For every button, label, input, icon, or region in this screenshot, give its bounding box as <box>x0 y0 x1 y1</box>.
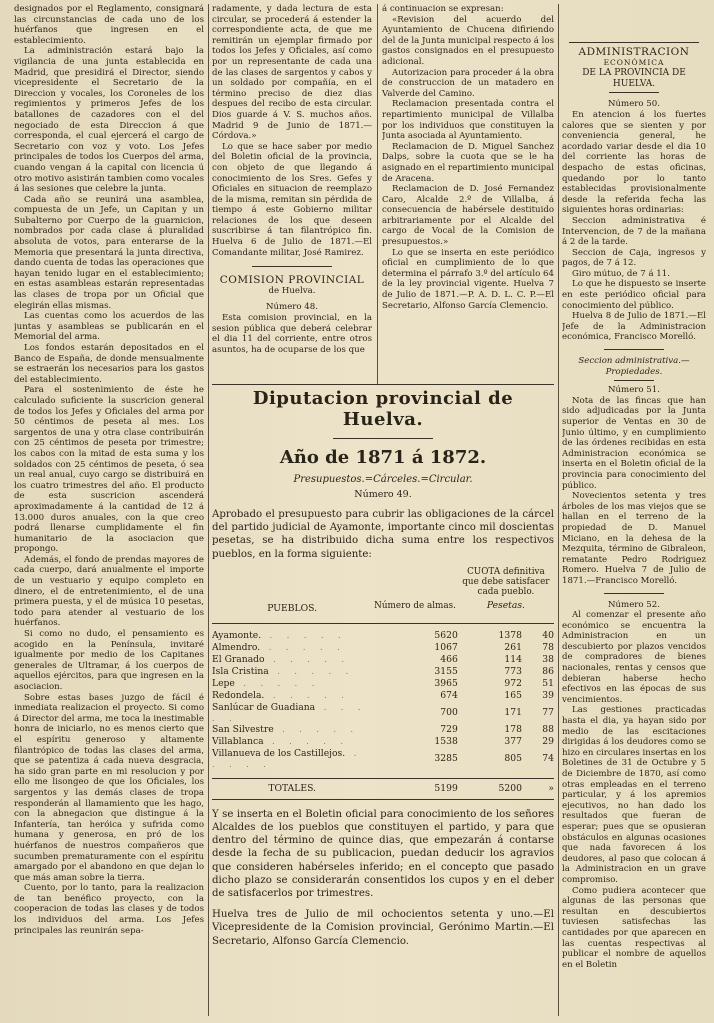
pesetas-value: 1378 <box>498 630 522 642</box>
comision-subheading: de Huelva. <box>268 285 316 296</box>
admin-para: Lo que he dispuesto se inserte en este periódico oficial para conocimiento del público. <box>562 279 706 311</box>
table-row <box>212 654 554 666</box>
diputacion-subtitle: Presupuestos.=Cárceles.=Circular. <box>293 474 473 485</box>
col3-paragraph: Reclamacion presentada contra el repartimiento municipal de Villalba por los individuos que constituyen la Junta asociada al Ayuntamiento. <box>382 99 554 142</box>
col-cuota-header: CUOTA definitiva que debe satisfacer cada pueblo. <box>462 566 550 597</box>
almas-value: 5620 <box>434 630 458 642</box>
col1-paragraph: Para el sostenimiento de éste he calculado suficiente la suscricion general de todos los Jefes y Oficiales del arma por 50 céntimos de peseta al mes. Los sargentos de una y otra clase contribuirán con 25 céntimos de peseta por trimestre; los cabos con la mitad de esta suma y los soldados con 25 céntimos de peseta, ó sea un real anual, cuyo cargo se distribuirá en los cuatro trimestres del año. El producto de esta suscricion ascenderá aproximadamente á la cantidad de 12 á 13.000 duros anuales, con la que creo podrá llenarse cumplidamente el fin humanitario de la asociacion que propongo. <box>14 385 204 555</box>
table-row <box>212 702 554 724</box>
centimos-value: 77 <box>542 707 554 719</box>
col1-paragraph: Cada año se reunirá una asamblea, compuesta de un Jefe, un Capitan y un Subalterno por Cuerpo de la guarnicion, nombrados por cada clase á pluralidad absoluta de votos, para enterarse de la Memoria que presentará la junta directiva, dando cuenta de todas las operaciones que hayan tenido lugar en el establecimiento; en estas asambleas estarán representadas las clases de tropa por un Oficial que elegirán ellas mismas. <box>14 194 204 311</box>
column-2 <box>212 4 372 384</box>
dot-leader: . . . . . <box>260 643 346 653</box>
centimos-value: 74 <box>542 753 554 765</box>
centimos-value: 40 <box>542 630 554 642</box>
totals-cent: » <box>548 783 554 795</box>
pesetas-value: 178 <box>504 724 522 736</box>
column-3 <box>382 4 554 384</box>
pueblo-name: Isla Cristina . . . . . <box>212 666 355 678</box>
admin-number-51: Número 51. <box>608 385 660 396</box>
diputacion-signature: Huelva tres de Julio de mil ochocientos setenta y uno.—El Vicepresidente de la Comision provincial, Gerónimo Martin.—El Secretario, Alfonso García Clemencio. <box>212 909 554 947</box>
table-row <box>212 690 554 702</box>
pueblo-name: Redondela. . . . . . <box>212 690 350 702</box>
pueblo-name: Sanlúcar de Guadiana . . . . . <box>212 701 367 723</box>
pueblo-name: El Granado . . . . . <box>212 654 351 666</box>
col3-paragraph: Reclamacion de D. José Fernandez Caro, Alcalde 2.º de Villalba, á consecuencia de habérsele destituido arbitrariamente por el Alcalde del cargo de Vocal de la Comision de presupuestos.» <box>382 184 554 248</box>
admin-para: Seccion administrativa é Intervencion, de 7 de la mañana á 2 de la tarde. <box>562 215 706 248</box>
table-row <box>212 666 554 678</box>
pesetas-value: 165 <box>504 690 522 702</box>
diputacion-closing: Y se inserta en el Boletin oficial para conocimiento de los señores Alcaldes de los pueblos que constituyen el partido, y para que dentro del término de quince dias, que empezarán á contarse desde la fecha de su publicacion, puedan deducir los agravios que consideren habérseles inferido; en el concepto que pasado dicho plazo se considerarán consentidos los cupos y en el deber de satisfacerlos por trimestres. <box>212 808 554 900</box>
pesetas-value: 972 <box>504 678 522 690</box>
col-pueblos-header: PUEBLOS. <box>267 603 318 615</box>
pesetas-value: 773 <box>504 666 522 678</box>
col1-paragraph: Sobre estas bases juzgo de fácil é inmediata realizacion el proyecto. Si como á Director del arma, me toca la inestimable honra de iniciarlo, no es menos cierto que el espíritu generoso y altamente filantrópico de todas las clases del arma, que se patentiza á cada nueva desgracia, ha sido gran parte en mi resolucion y por ello me lisongeo de que los Oficiales, los sargentos y las demás clases de tropa responderán al llamamiento que les hago, con la abnegacion que distingue á la Infantería, tan heróica y sufrida como humana y generosa, en pró de los huérfanos de nuestros compañeros que sucumben prematuramente con el espíritu amargado por el abandono en que dejan lo que más aman sobre la tierra. <box>14 692 204 883</box>
pesetas-value: 171 <box>504 707 522 719</box>
centimos-value: 38 <box>542 654 554 666</box>
pueblo-name: Ayamonte. . . . . . <box>212 630 347 642</box>
totals-label: TOTALES. <box>268 783 316 795</box>
col3-paragraph: Lo que se inserta en este periódico oficial en cumplimiento de lo que determina el párrafo 3.º del artículo 64 de la ley provincial vigente. Huelva 7 de Julio de 1871.—P. A. D. L. C. P.—El Secretario, Alfonso García Clemencio. <box>382 247 554 311</box>
column-4 <box>562 4 706 1019</box>
almas-value: 729 <box>440 724 458 736</box>
diputacion-title: Diputacion provincial de Huelva. <box>252 388 514 430</box>
centimos-value: 86 <box>542 666 554 678</box>
comision-heading: COMISION PROVINCIAL <box>219 274 365 287</box>
dot-leader: . . . . . <box>264 655 351 665</box>
centimos-value: 51 <box>542 678 554 690</box>
table-row <box>212 748 554 770</box>
section-rule <box>212 384 554 385</box>
column-divider <box>208 4 209 1016</box>
totals-almas: 5199 <box>434 783 458 795</box>
admin-heading-3: DE LA PROVINCIA DE HUELVA. <box>582 68 686 89</box>
admin-para: Seccion de Caja, ingresos y pagos, de 7 á 12. <box>562 247 706 269</box>
column-divider <box>377 4 378 384</box>
admin-para: Nota de las fincas que han sido adjudicadas por la Junta superior de Ventas en 30 de Junio último, y en cumplimiento de las órdenes recibidas en esta Administracion económica se inserta en el Boletin oficial de la provincia para conocimiento del público. <box>562 395 706 491</box>
cuota-table <box>212 563 554 800</box>
admin-para: Las gestiones practicadas hasta el dia, ya hayan sido por medio de las escitaciones dirigidas á los deudores como se hizo en circulares insertas en los Boletines de 31 de Octubre y 5 de Diciembre de 1870, así como otras empleadas en el terreno particular, y á los apremios ejecutivos, no han dado los resultados que fueran de esperar; pues que se opusieran obstáculos en algunas ocasiones que nada favorecen á los deudores, al paso que colocan á la Administracion en un grave compromiso. <box>562 705 706 885</box>
section-rule <box>333 438 433 439</box>
almas-value: 674 <box>440 690 458 702</box>
admin-section-title: Seccion administrativa.—Propiedades. <box>578 356 690 377</box>
section-rule <box>252 266 332 267</box>
diputacion-number: Número 49. <box>354 489 412 500</box>
table-row <box>212 724 554 736</box>
centimos-value: 88 <box>542 724 554 736</box>
pueblo-name: Villablanca . . . . . <box>212 736 350 748</box>
section-rule <box>604 593 664 594</box>
admin-para: En atencion á los fuertes calores que se sienten y por conveniencia general, he acordado variar desde el dia 10 del corriente las horas de despacho de estas oficinas, quedando por lo tanto establecidas provisionalmente desde la referida fecha las siguientes horas ordinarias: <box>562 109 706 216</box>
almas-value: 700 <box>440 707 458 719</box>
column-1 <box>14 4 204 1014</box>
table-row <box>212 642 554 654</box>
centimos-value: 78 <box>542 642 554 654</box>
diputacion-intro: Aprobado el presupuesto para cubrir las obligaciones de la cárcel del partido judicial de Ayamonte, importante cinco mil doscientas pesetas, se ha distribuido dicha suma entre los respectivos pueblos, en la forma siguiente: <box>212 509 554 560</box>
pesetas-value: 261 <box>504 642 522 654</box>
almas-value: 1067 <box>434 642 458 654</box>
section-rule <box>614 380 654 381</box>
col1-paragraph: Las cuentas como los acuerdos de las juntas y asambleas se publicarán en el Memorial del arma. <box>14 311 204 343</box>
comision-body: Esta comision provincial, en la sesion pública que deberá celebrar el dia 11 del corriente, entre otros asuntos, ha de ocuparse de los que <box>212 313 372 355</box>
dot-leader: . . . . . <box>268 667 355 677</box>
pesetas-value: 805 <box>504 753 522 765</box>
dot-leader: . . . . . <box>234 679 321 689</box>
col2-paragraph: radamente, y dada lectura de esta circular, se procederá á estender la correspondiente acta, de que me remitirán un ejemplar firmado por todos los Jefes y Oficiales, así como por un representante de cada una de las clases de sargentos y cabos y un soldado por compañía, en el término preciso de diez dias despues del recibo de esta circular. Dios guarde á V. S. muchos años. Madrid 9 de Junio de 1871.—Córdova.» <box>212 4 372 142</box>
admin-para: Novecientos setenta y tres árboles de los mas viejos que se hallan en el terreno de la propiedad de D. Manuel Miciano, en la dehesa de la Mezquita, término de Gibraleon, rematante Pedro Rodriguez Romero. Huelva 7 de Julio de 1871.—Francisco Morelló. <box>562 491 706 586</box>
column-divider <box>558 4 559 1016</box>
diputacion-section <box>212 388 554 1020</box>
col3-paragraph: Autorizacion para proceder á la obra de construccion de un matadero en Valverde del Camino. <box>382 67 554 99</box>
almas-value: 3155 <box>434 666 458 678</box>
pueblo-name: Lepe . . . . . <box>212 678 321 690</box>
dot-leader: . . . . . <box>212 748 363 769</box>
section-rule <box>604 349 664 350</box>
admin-para: Al comenzar el presente año económico se encuentra la Administracion en un descubierto por plazos vencidos de compradores de bienes nacionales, rentas y censos que debieran haberse hecho efectivos en las épocas de sus vencimientos. <box>562 610 706 705</box>
pueblo-name: Villanueva de los Castillejos. . . . . . <box>212 747 363 769</box>
col1-paragraph: Además, el fondo de prendas mayores de cada cuerpo, dará anualmente el importe de un vestuario y equipo completo en dinero, el de entretenimiento, el de una primera puesta, y el de música 10 pesetas, todo para atender al vestuario de los huérfanos. <box>14 554 204 629</box>
dot-leader: . . . . . <box>273 725 360 735</box>
almas-value: 3965 <box>434 678 458 690</box>
table-row <box>212 736 554 748</box>
section-rule <box>569 42 699 43</box>
admin-para: Huelva 8 de Julio de 1871.—El Jefe de la Administracion económica, Francisco Morelló. <box>562 311 706 343</box>
col3-paragraph: Reclamacion de D. Miguel Sanchez Dalps, sobre la cuota que se le ha asignado en el repartimiento municipal de Aracena. <box>382 141 554 184</box>
col1-paragraph: La administración estará bajo la vigilancia de una junta establecida en Madrid, que presidirá el Director, siendo vicepresidente el Secretario de la Direccion y vocales, los Coroneles de los regimientos y primeros Jefes de los batallones de cazadores con el del negociado de esta Direccion á que corresponda, el cual ejercerá el cargo de Secretario con voz y voto. Los Jefes principales de todos los Cuerpos del arma, cuando vengan á la capital con licencia ú otro motivo asistirán tambien como vocales á las sesiones que celebre la junta. <box>14 46 204 195</box>
col1-paragraph: Si como no dudo, el pensamiento es acogido en la Península, invitaré igualmente por medio de los Capitanes generales de Ultramar, á los cuerpos de aquellos ejércitos, para que ingresen en la asociacion. <box>14 629 204 692</box>
totals-pesetas: 5200 <box>498 783 522 795</box>
col-almas-header: Número de almas. <box>374 600 456 611</box>
almas-value: 1538 <box>434 736 458 748</box>
pueblo-name: Almendro. . . . . . <box>212 642 346 654</box>
col1-paragraph: Los fondos estarán depositados en el Banco de España, de donde mensualmente se estraerán los necesarios para los gastos del establecimiento. <box>14 343 204 385</box>
centimos-value: 29 <box>542 736 554 748</box>
pesetas-value: 377 <box>504 736 522 748</box>
col-pesetas-header: Pesetas. <box>486 600 525 612</box>
admin-heading-2: ECONÓMICA <box>603 57 665 67</box>
col1-paragraph: designados por el Reglamento, consignará las circunstancias de cada uno de los huérfanos que ingresen en el establecimiento. <box>14 4 204 46</box>
admin-para: Giro mútuo, de 7 á 11. <box>572 268 670 279</box>
col1-paragraph: Cuento, por lo tanto, para la realizacion de tan benéfico proyecto, con la cooperacion de todas las clases y de todos los individuos del arma. Los Jefes principales las reunirán sepa- <box>14 883 204 936</box>
dot-leader: . . . . . <box>261 631 347 641</box>
comision-number: Número 48. <box>266 302 318 313</box>
section-rule <box>609 92 659 93</box>
diputacion-year: Año de 1871 á 1872. <box>279 447 487 468</box>
dot-leader: . . . . . <box>263 737 350 747</box>
admin-number-52: Número 52. <box>608 599 660 610</box>
pueblo-name: San Silvestre . . . . . <box>212 724 360 736</box>
table-row <box>212 678 554 690</box>
centimos-value: 39 <box>542 690 554 702</box>
table-row <box>212 630 554 642</box>
admin-para: Como pudiera acontecer que algunas de las personas que resultan en descubiertos tuviesen satisfechas las cantidades por que aparecen en las cuentas respectivas al publicar el nombre de aquellos en el Boletin <box>562 885 706 970</box>
pesetas-value: 114 <box>504 654 522 666</box>
col3-paragraph: á continuacion se expresan: <box>382 4 504 14</box>
admin-heading: ADMINISTRACION <box>578 46 690 58</box>
dot-leader: . . . . . <box>212 702 367 723</box>
col2-paragraph: Lo que se hace saber por medio del Boletin oficial de la provincia, con objeto de que llegando á conocimiento de los Sres. Gefes y Oficiales en situacion de reemplazo de la misma, remitan sin pérdida de tiempo á este Gobierno militar relaciones de los que deseen suscribirse á tan filantrópico fin. Huelva 6 de Julio de 1871.—El Comandante militar, José Ramirez. <box>212 141 372 258</box>
almas-value: 466 <box>440 654 458 666</box>
admin-number-50: Número 50. <box>608 99 660 110</box>
almas-value: 3285 <box>434 753 458 765</box>
dot-leader: . . . . . <box>264 691 350 701</box>
col3-paragraph: «Revision del acuerdo del Ayuntamiento de Chucena difiriendo del de la Junta municipal respecto á los gastos consignados en el presupuesto adicional. <box>382 14 554 67</box>
